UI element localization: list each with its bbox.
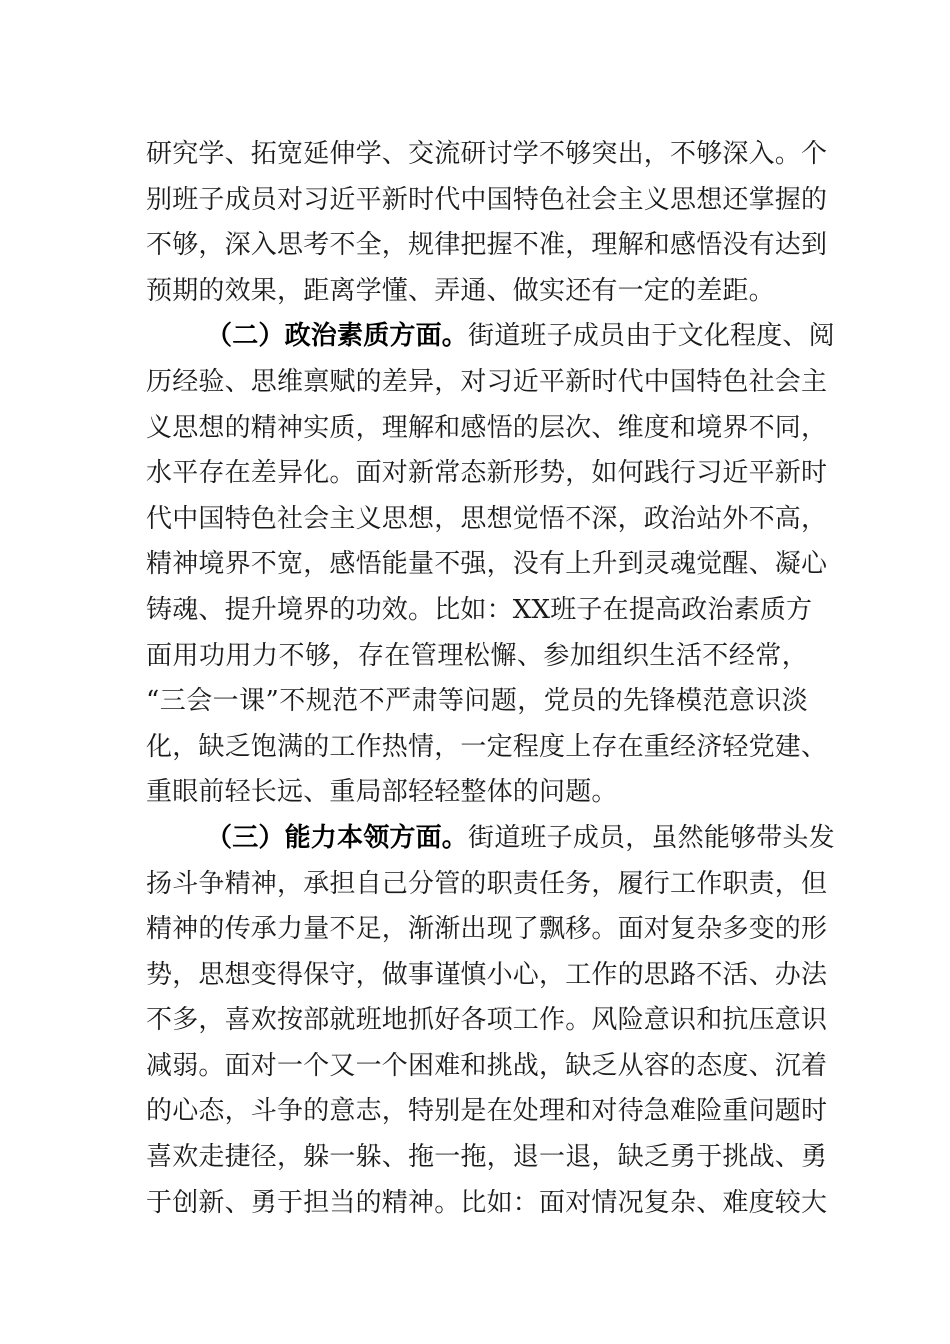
section-heading: （三）能力本领方面。	[206, 822, 469, 853]
text-line: 铸魂、提升境界的功效。比如：XX班子在提高政治素质方	[146, 594, 813, 625]
paragraph-political-quality	[146, 314, 835, 816]
document-body	[146, 132, 835, 1226]
text-line: 的心态，斗争的意志，特别是在处理和对待急难险重问题时	[146, 1096, 828, 1127]
text-line: 不多，喜欢按部就班地抓好各项工作。风险意识和抗压意识	[146, 1005, 828, 1036]
text-line: 义思想的精神实质，理解和感悟的层次、维度和境界不同，	[146, 412, 828, 443]
paragraph-ability	[146, 816, 835, 1226]
paragraph-study	[146, 132, 828, 314]
text-line: 代中国特色社会主义思想，思想觉悟不深，政治站外不高，	[146, 503, 828, 534]
text-line: 历经验、思维禀赋的差异，对习近平新时代中国特色社会主	[146, 366, 828, 397]
text-line: 减弱。面对一个又一个困难和挑战，缺乏从容的态度、沉着	[146, 1050, 828, 1081]
text-line: 预期的效果，距离学懂、弄通、做实还有一定的差距。	[146, 275, 775, 306]
text-line: 精神境界不宽，感悟能量不强，没有上升到灵魂觉醒、凝心	[146, 549, 828, 580]
text-line: 重眼前轻长远、重局部轻轻整体的问题。	[146, 777, 618, 808]
text-line: 面用功用力不够，存在管理松懈、参加组织生活不经常，	[146, 640, 808, 671]
text-line: “三会一课”不规范不严肃等问题，党员的先锋模范意识淡	[146, 686, 808, 717]
text-line: 化，缺乏饱满的工作热情，一定程度上存在重经济轻党建、	[146, 731, 828, 762]
heading-line-rest: 街道班子成员由于文化程度、阅	[468, 321, 835, 352]
section-heading: （二）政治素质方面。	[206, 321, 469, 352]
text-line	[146, 816, 835, 862]
text-line: 喜欢走捷径，躲一躲、拖一拖，退一退，缺乏勇于挑战、勇	[146, 1142, 828, 1173]
text-line: 别班子成员对习近平新时代中国特色社会主义思想还掌握的	[146, 184, 828, 215]
text-line: 扬斗争精神，承担自己分管的职责任务，履行工作职责，但	[146, 868, 828, 899]
text-line: 研究学、拓宽延伸学、交流研讨学不够突出，不够深入。个	[146, 139, 828, 169]
text-line: 精神的传承力量不足，渐渐出现了飘移。面对复杂多变的形	[146, 914, 828, 945]
text-line: 于创新、勇于担当的精神。比如：面对情况复杂、难度较大	[146, 1187, 828, 1218]
heading-line-rest: 街道班子成员，虽然能够带头发	[468, 822, 835, 853]
text-line	[146, 314, 835, 360]
text-line: 不够，深入思考不全，规律把握不准，理解和感悟没有达到	[146, 230, 828, 261]
text-line: 水平存在差异化。面对新常态新形势，如何践行习近平新时	[146, 458, 828, 489]
text-line: 势，思想变得保守，做事谨慎小心，工作的思路不活、办法	[146, 959, 828, 990]
